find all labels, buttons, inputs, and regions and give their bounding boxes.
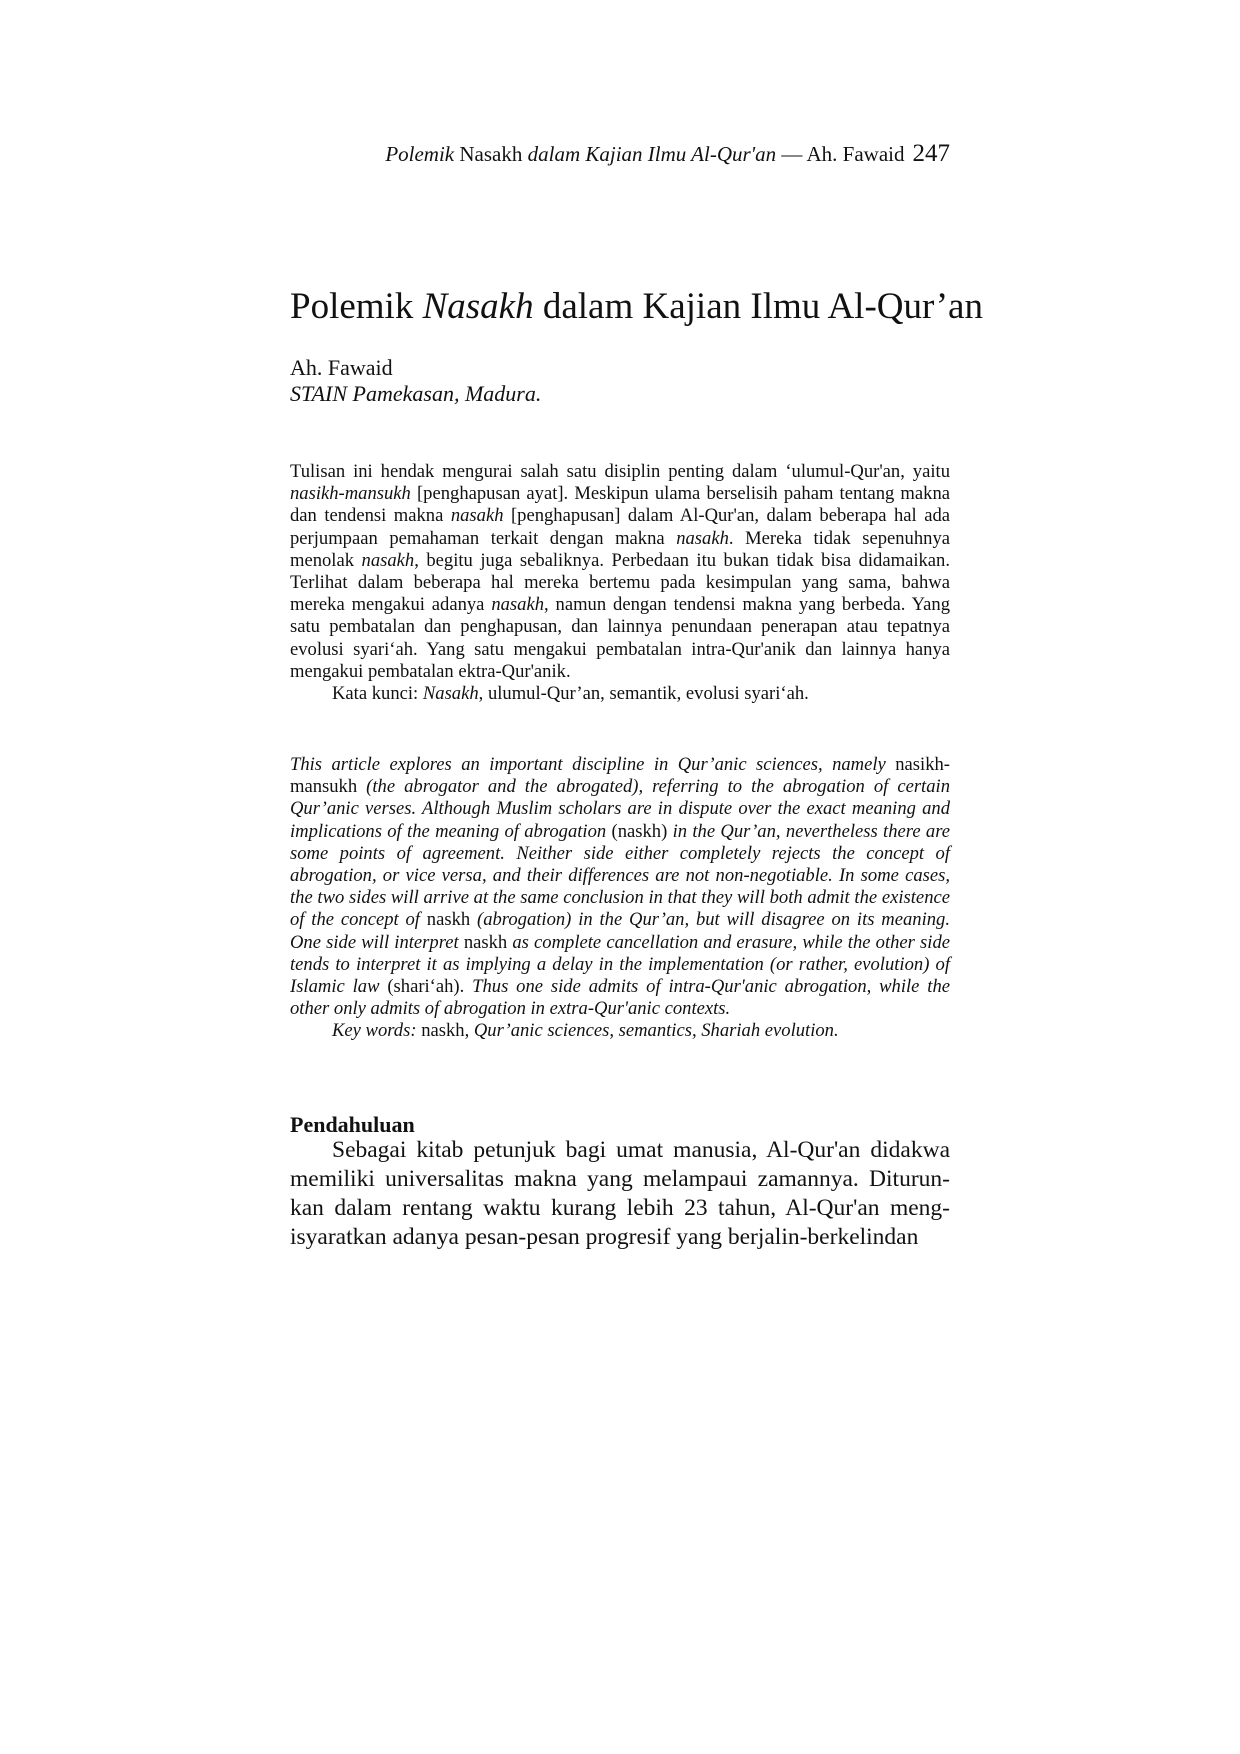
abstract-english	[290, 754, 950, 1043]
abs-en-u3: naskh	[426, 909, 471, 931]
abs-id-s2: [penghapusan ayat]. Meskipun ulama berselisih paham tentang makna dan tendensi makna	[290, 483, 950, 527]
keywords-english	[290, 1020, 950, 1042]
keywords-indonesian	[290, 683, 950, 705]
abs-en-s4: (abrogation) in the Qur’an, but will disagree on its meaning. One side will interpret	[290, 909, 950, 953]
abs-en-u4: naskh	[463, 931, 508, 953]
abs-id-i2: nasakh	[450, 505, 504, 527]
kw-en-label: Key words:	[332, 1020, 422, 1042]
running-head-italic-2: dalam Kajian Ilmu Al-Qur'an	[527, 142, 777, 166]
abs-id-s5: , begitu juga sebaliknya. Perbedaan itu bukan tidak bisa didamaikan. Terlihat dalam beberapa hal mereka bertemu pada kesimpulan yang sama, bahwa mereka mengakui adanya	[290, 549, 950, 616]
author-affiliation: STAIN Pamekasan, Madura.	[290, 381, 542, 406]
abs-en-u5: (shari‘ah).	[387, 976, 465, 998]
abs-en-s2: (the abrogator and the abrogated), referring to the abrogation of certain Qur’anic verses. Although Muslim scholars are in dispute over the exact meaning and implications of the meaning of abrogation	[290, 776, 950, 842]
abs-id-i3: nasakh	[676, 527, 729, 549]
title-italic: Nasakh	[422, 286, 534, 327]
kw-id-rest: , ulumul-Qur’an, semantik, evolusi syari‘ah.	[478, 683, 809, 705]
author-name: Ah. Fawaid	[290, 355, 393, 380]
kw-en-rest: Qur’anic sciences, semantics, Shariah evolution.	[469, 1020, 839, 1042]
abs-en-s5: as complete cancellation and erasure, while the other side tends to interpret it as implying a delay in the implementation (or rather, evolution) of Islamic law	[290, 931, 950, 998]
author-block	[290, 355, 950, 407]
kw-id-italic: Nasakh	[422, 683, 479, 705]
kw-en-upright: naskh,	[421, 1020, 470, 1042]
abstract-en-paragraph	[290, 754, 950, 1020]
abs-id-s6: , namun dengan tendensi makna yang berbeda. Yang satu pembatalan dan penghapusan, dan lainnya penundaan penerapan atau tepatnya evolusi syari‘ah. Yang satu mengakui pembatalan intra-Qur'anik dan lainnya hanya mengakui pembatalan ektra-Qur'anik.	[290, 594, 950, 682]
abs-id-s4: . Mereka tidak sepenuhnya menolak	[290, 527, 950, 571]
abstract-id-paragraph	[290, 461, 950, 683]
kw-id-label: Kata kunci:	[332, 683, 423, 705]
title-post: dalam Kajian Ilmu Al-Qur’an	[533, 286, 983, 327]
abs-id-s3: [penghapusan] dalam Al-Qur'an, dalam beberapa hal ada perjumpaan pemahaman terkait dengan makna	[290, 505, 950, 549]
running-head-author: Ah. Fawaid	[806, 142, 905, 166]
abs-en-u2: (naskh)	[611, 820, 668, 842]
abs-id-i1: nasikh-mansukh	[290, 483, 411, 505]
abs-en-s1: This article explores an important discipline in Qur’anic sciences, namely	[290, 754, 896, 775]
abstract-indonesian	[290, 461, 950, 705]
article-title	[290, 285, 983, 328]
title-pre: Polemik	[290, 286, 423, 327]
abs-en-s3: in the Qur’an, nevertheless there are some points of agreement. Neither side either completely rejects the concept of abrogation, or vice versa, and their differences are not non-negotiable. In some cases, the two sides will arrive at the same conclusion in that they will both admit the existence of the concept of	[290, 820, 950, 931]
abs-en-s6: Thus one side admits of intra-Qur'anic abrogation, while the other only admits of abrogation in extra-Qur'anic contexts.	[290, 976, 950, 1020]
running-head-italic-1: Polemik	[385, 142, 455, 166]
abs-id-s1: Tulisan ini hendak mengurai salah satu disiplin penting dalam ‘ulumul-Qur'an, yaitu	[290, 461, 950, 482]
abs-id-i4: nasakh	[361, 549, 415, 571]
section-heading: Pendahuluan	[290, 1112, 415, 1137]
running-head-dash: —	[776, 142, 807, 166]
running-head	[385, 140, 950, 168]
running-head-text-1: Nasakh	[454, 142, 528, 166]
abs-en-u1: nasikh-mansukh	[290, 754, 950, 798]
body-paragraph: Sebagai kitab petunjuk bagi umat manusia, Al-Qur'an didakwa memiliki universalitas makna yang melampaui zamannya. Diturun-kan dalam rentang waktu kurang lebih 23 tahun, Al-Qur'an meng-isyaratkan adanya pesan-pesan progresif yang berjalin-berkelindan	[290, 1137, 950, 1250]
abs-id-i5: nasakh	[491, 594, 545, 616]
page-number: 247	[912, 140, 950, 167]
